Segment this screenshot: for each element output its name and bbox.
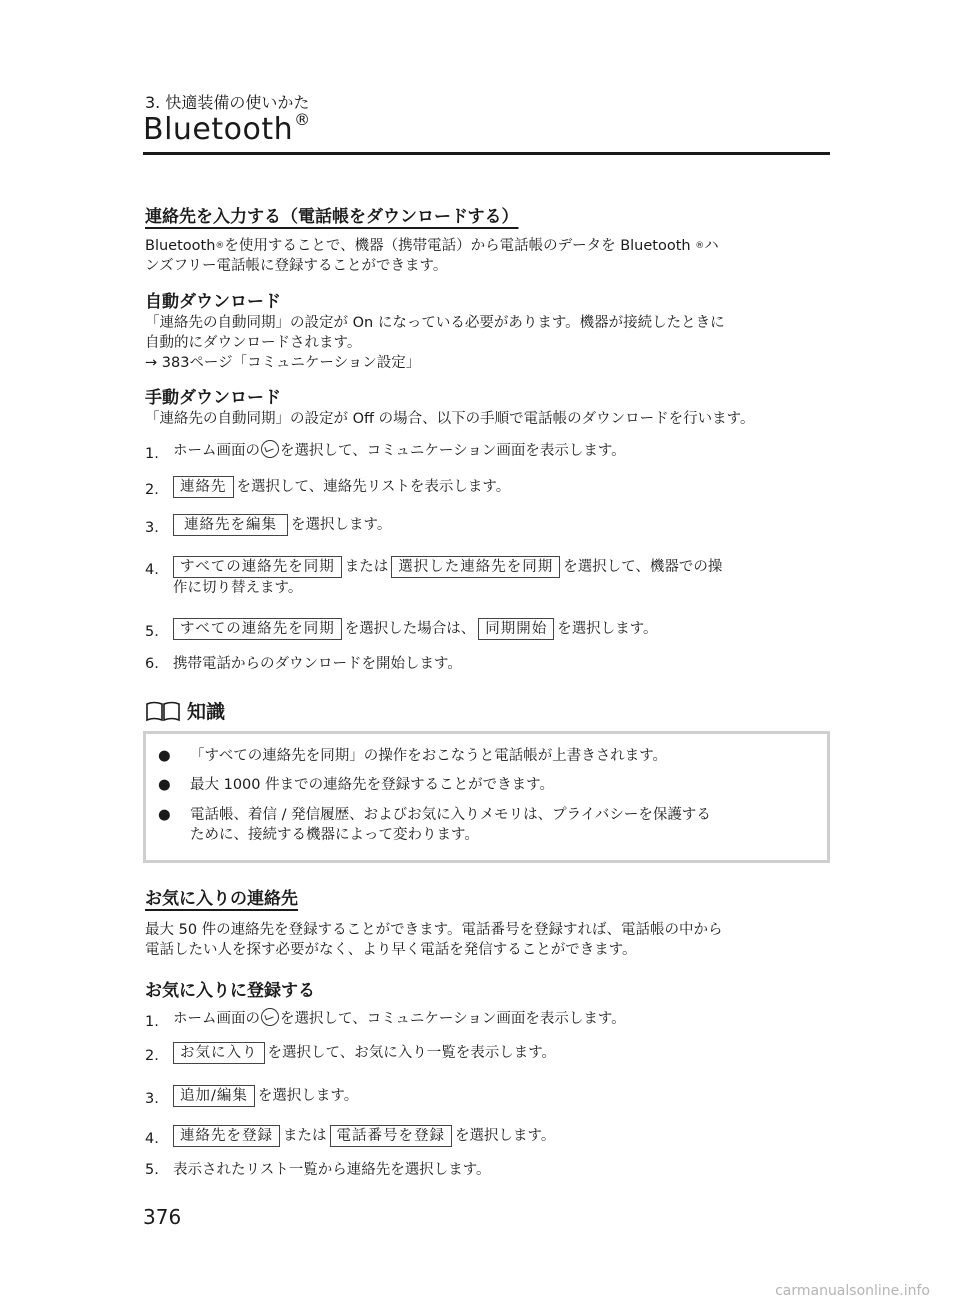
knowledge-text: 「すべての連絡先を同期」の操作をおこなうと電話帳が上書きされます。 (190, 748, 668, 764)
step-number: 2. (145, 482, 159, 498)
step-text: を選択します。 (291, 517, 392, 533)
intro-line-2: ンズフリー電話帳に登録することができます。 (145, 258, 448, 274)
step-number: 1. (145, 446, 159, 462)
sync-all-contacts-button: すべての連絡先を同期 (173, 618, 342, 640)
step-number: 1. (145, 1014, 159, 1030)
step-text: ホーム画面の (173, 1011, 260, 1027)
subheading-register-favorites: お気に入りに登録する (145, 981, 315, 1001)
step-text: 携帯電話からのダウンロードを開始します。 (173, 656, 462, 672)
step-number: 4. (145, 1131, 159, 1147)
registered-mark: ® (294, 110, 311, 129)
step-number: 5. (145, 1162, 159, 1178)
knowledge-heading-text: 知識 (187, 701, 226, 723)
register-phone-number-button: 電話番号を登録 (330, 1125, 453, 1147)
section-heading-favorites: お気に入りの連絡先 (145, 889, 298, 909)
book-icon (145, 700, 181, 722)
phone-icon (261, 440, 279, 458)
step-text: または (344, 559, 389, 575)
step-text: ホーム画面の (173, 443, 260, 459)
page-title-text: Bluetooth (143, 112, 294, 147)
subheading-auto-download: 自動ダウンロード (145, 292, 281, 312)
step-text: を選択して、コミュニケーション画面を表示します。 (280, 443, 626, 459)
intro-line-1 (145, 236, 835, 256)
edit-contacts-button: 連絡先を編集 (173, 514, 288, 536)
start-sync-button: 同期開始 (478, 618, 554, 640)
bullet-icon: ● (158, 748, 171, 764)
title-rule (143, 152, 830, 155)
bullet-icon: ● (158, 807, 171, 823)
intro-paragraph (145, 236, 835, 276)
watermark: carmanualsonline.info (775, 1283, 930, 1299)
bullet-icon: ● (158, 777, 171, 793)
contacts-button: 連絡先 (173, 476, 234, 498)
auto-line-2: 自動的にダウンロードされます。 (145, 335, 362, 351)
sync-all-contacts-button: すべての連絡先を同期 (173, 556, 342, 578)
step-text: を選択して、コミュニケーション画面を表示します。 (280, 1011, 626, 1027)
subheading-manual-download: 手動ダウンロード (145, 388, 281, 408)
intro-text-a: Bluetooth (145, 238, 216, 254)
step-number: 6. (145, 656, 159, 672)
favorites-line-1: 最大 50 件の連絡先を登録することができます。電話番号を登録すれば、電話帳の中から (145, 922, 723, 938)
favorites-button: お気に入り (173, 1042, 265, 1064)
auto-download-paragraph (145, 313, 835, 373)
intro-text-b: を使用することで、機器（携帯電話）から電話帳のデータを Bluetooth (224, 238, 696, 254)
intro-text-c: ハ (704, 238, 719, 254)
add-edit-button: 追加/編集 (173, 1085, 255, 1107)
phone-icon (261, 1008, 279, 1026)
step-text: を選択した場合は、 (344, 621, 476, 637)
step-text: を選択します。 (257, 1088, 359, 1104)
step-text: または (283, 1128, 327, 1144)
knowledge-box (143, 731, 830, 863)
step-text: を選択して、機器での操 (563, 559, 723, 575)
step-text: を選択して、お気に入り一覧を表示します。 (267, 1045, 557, 1061)
knowledge-text: ために、接続する機器によって変わります。 (190, 827, 479, 843)
favorites-line-2: 電話したい人を探す必要がなく、より早く電話を発信することができます。 (145, 942, 637, 958)
step-number: 3. (145, 1091, 159, 1107)
step-text: を選択します。 (557, 621, 658, 637)
register-contact-button: 連絡先を登録 (173, 1125, 280, 1147)
step-number: 2. (145, 1048, 159, 1064)
page-number: 376 (143, 1205, 182, 1229)
step-text: 表示されたリスト一覧から連絡先を選択します。 (173, 1162, 491, 1178)
step-number: 5. (145, 624, 159, 640)
step-text: を選択します。 (455, 1128, 556, 1144)
registered-mark: ® (215, 241, 225, 251)
auto-reference: → 383ページ「コミュニケーション設定」 (145, 355, 421, 371)
knowledge-text: 最大 1000 件までの連絡先を登録することができます。 (190, 777, 554, 793)
auto-line-1: 「連絡先の自動同期」の設定が On になっている必要があります。機器が接続したときに (145, 315, 725, 331)
step-text: を選択して、連絡先リストを表示します。 (236, 479, 511, 495)
registered-mark: ® (695, 241, 705, 251)
manual-download-intro: 「連絡先の自動同期」の設定が Off の場合、以下の手順で電話帳のダウンロードを行います。 (145, 411, 755, 427)
section-heading-contacts: 連絡先を入力する（電話帳をダウンロードする） (145, 207, 519, 227)
chapter-label: 3. 快適装備の使いかた (145, 93, 310, 112)
sync-selected-contacts-button: 選択した連絡先を同期 (391, 556, 560, 578)
step-number: 3. (145, 520, 159, 536)
favorites-paragraph (145, 920, 835, 960)
knowledge-text: 電話帳、着信 / 発信履歴、およびお気に入りメモリは、プライバシーを保護する (190, 807, 711, 823)
knowledge-heading (145, 697, 225, 724)
step-text: 作に切り替えます。 (173, 580, 303, 596)
page-title (143, 112, 311, 147)
step-number: 4. (145, 562, 159, 578)
